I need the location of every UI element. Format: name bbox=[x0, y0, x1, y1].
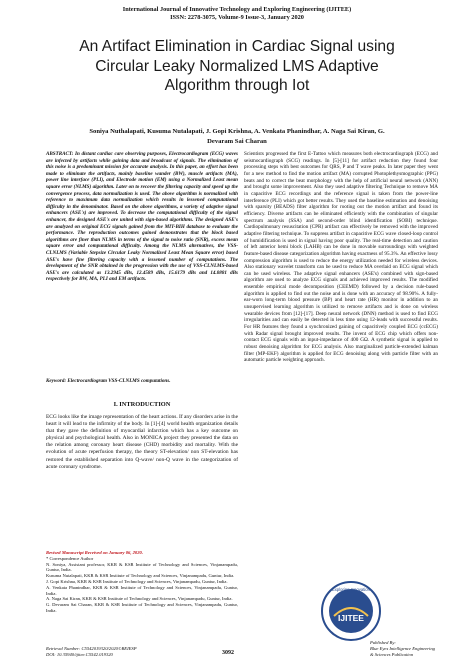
published-by: Published By: bbox=[370, 640, 396, 645]
title-line: An Artifact Elimination in Cardiac Signal using bbox=[79, 38, 395, 55]
journal-name: International Journal of Innovative Technology and Exploring Engineering (IJITEE) bbox=[122, 6, 352, 13]
logo-ring-text: Exploring Innovation bbox=[332, 587, 370, 592]
affiliation-note: N. Soniya, Assistant professor, KKR & KSR Institute of Technology and Sciences, Vinjanampadu, Guntur, India. bbox=[46, 561, 238, 573]
publisher-info bbox=[370, 640, 435, 657]
revised-date: Revised Manuscript Received on January 06, 2020. bbox=[46, 550, 143, 555]
issn-line: ISSN: 2278-3075, Volume-9 Issue-3, January 2020 bbox=[170, 14, 304, 21]
affiliation-note: Kusuma Nutalapati, KKR & KSR Institute of Technology and Sciences, Vinjanampadu, Guntur, India. bbox=[46, 573, 235, 579]
title-line: Circular Leaky Normalized LMS Adaptive bbox=[95, 57, 379, 75]
affiliation-note: G. Devaram Sai Charan, KKR & KSR Institute of Technology and Sciences, Vinjanampadu, Guntur, India. bbox=[46, 602, 238, 613]
logo-text: IJITEE bbox=[338, 613, 364, 623]
publisher-line: Blue Eyes Intelligence Engineering bbox=[370, 645, 435, 651]
author-line: Soniya Nuthalapati, Kusuma Nutalapati, J. Gopi Krishna, A. Venkata Phanindhar, A. Naga Sai Kiran, G. bbox=[89, 128, 385, 135]
publisher-logo bbox=[320, 580, 382, 642]
affiliation-note: A. Venkata Phanindhar, KKR & KSR Institute of Technology and Sciences, Vinjanampadu, Guntur, India. bbox=[46, 584, 238, 596]
paper-title bbox=[20, 37, 454, 96]
keywords: Keyword: Electrocardiogram VSS-CLNLMS computations. bbox=[46, 378, 171, 384]
author-affiliations bbox=[46, 550, 238, 614]
doi: DOI: 10.35940/ijitee.C5542.019320 bbox=[46, 651, 113, 657]
footer-identifiers bbox=[46, 646, 137, 658]
section-heading: I. INTRODUCTION bbox=[113, 401, 171, 408]
abstract: ABSTRACT: In distant cardiac care observing purposes, Electrocardiogram (ECG) waves are infected by artifacts while gaining data and broadcast of signals. The elimination of this noise is a predominant mission for accurate analysis. In this paper, an effort has been made to eliminate the artifacts, mainly baseline wander (BW), muscle artifacts (MA), power line interface (PLI), and Electrode motion (EM) using a Normalized Least mean square error (NLMS) algorithm. Later on to recover the filtering capacity and speed up the convergence process, data normalization is used. The above algorithm is normalized with reference to maximum data normalization which results in lessened computational difficulty in the denominator. Based on the above algorithms, a variety of adaptive signal enhancers (ASE's) are improved. To decrease the computational difficulty of the signal enhancer, the designed ASE's are united with sign-based algorithms. The designed ASE's are analyzed on original ECG signals gained from the MIT-BIH database to evaluate the performance. The reproduction outcomes gained demonstrates that the block based algorithms are finer than NLMS in terms of the signal to noise ratio (SNR), excess mean square error and computational difficulty. Among the NLMS alternatives, the VSS-CLNLMS (Variable Stepsize Circular Leaky Normalized Least Mean Square error) based ASE's have fine filtering capacity with a lessened number of computations. The development of the SNR obtained in the progression with the use of VSS-CLNLMS-based ASE's are calculated as 13.2945 dBs, 12.4589 dBs, 15.6179 dBs and 14.0881 dBs respectively for BW, MA, PLI and EM artifacts. bbox=[46, 151, 238, 283]
retrieval-number: Retrieval Number: C5542019320/2020©BEIESP bbox=[46, 646, 137, 651]
right-column-text: Scientists progressed the first E-Tattoo which measures both electrocardiograph (ECG) and seismocardiograph (SCG) readings. In [5]-[11] for artifact reduction they found four processing steps with best outcomes for QRS, P and T wave peaks. In later paper they went for a new method to find the motion artifact (MA) corrupted Photoplethysmographic (PPG) beats and to correct the beat morphology with the help of artificial neural network (ANN) and brought some improvement. Also they used adaptive filtering Technique to remove MA in capacitive ECG recordings and the reference signal is taken from the power-line interference (PLI) which got better results. They used the baseline estimation and denoising with sparsity (BEADS) filter algorithm for rooting out the motion artifact and found its efficiency. Diverse artifacts can be eliminated efficiently with the combination of singular spectrum analysis (SSA) and second-order blind identification (SOBI) technique. Cardiopulmonary resuscitation (CPR) artifact can effectively be removed with the improved adaptive filtering technique. To suppress artifact in capacitive ECG wave closed-loop control of humidification is used in signal having poor quality. The real-time detection and caution of left anterior hemi block (LAHB) can be done in movable surroundings with weighted feature-based disease categorization algorithm having exactness of 95.3%. An effective lossy compression algorithm is used to reduce the energy utilization needed for wireless devices. Also stationary wavelet transform can be used to reduce MA overlaid on ECG signal which can be used wireless. The adaptive signal enhancers (ASE's) combined with sign-based algorithm are used to analyze ECG signals and achieved improved results. The modified ensemble empirical mode decomposition (CEEMD) followed by a decision rule-based algorithm is applied to find out the noise and is done with an accuracy of 98.90%. A fully-ear-worn long-term blood pressure (BP) and heart rate (HR) monitor in addition to an unsupervised learning algorithm is utilized to remove artifacts and is done on wireless wearable devices from [12]-[17]. Deep neural network (DNN) method is used to find ECG irregularities and can easily be detected in less time using 12-leads with successful results. For HR features they found a synchronized gaining of capacitively coupled ECG (ccECG) with Radar signal brought improved results. The invent of ECG chip which offers non-contact ECG signals with an input-impedance of 400 GΩ. A synthetic signal is applied to robust denoising algorithm for ECG analysis. Also marginalized particle-extended kalman filter (MP-EKF) algorithm is applied for ECG denoising along with particle filter with an automatic particle weighting approach. bbox=[244, 151, 438, 364]
publisher-line: & Sciences Publication bbox=[370, 651, 414, 657]
page-number: 3092 bbox=[222, 650, 234, 656]
author-line: Devaram Sai Charan bbox=[207, 137, 267, 145]
affiliation-note: * Correspondence Author bbox=[46, 555, 94, 561]
author-list bbox=[26, 127, 448, 146]
affiliation-note: J. Gopi Krishna, KKR & KSR Institute of Technology and Sciences, Vinjanampadu, Guntur, India. bbox=[46, 578, 228, 584]
introduction-text: ECG looks like the image representation of the heart actions. If any disorders arise in the heart it will lead to the infirmity of the body. In [1]-[4] world health organization details that they gave the definition of myocardial infarction which has a key outcome on physical and psychological health. Also in MONICA project they presented the data on the relation among coronary heart disease (CHD) morbidity and mortality. With the evolution of acute reperfusion therapy, the theory ST-elevation/ non ST-elevation has restored the established separation into Q-wave/ non-Q wave in the categorization of acute coronary syndrome. bbox=[46, 414, 238, 470]
title-line: Algorithm through Iot bbox=[164, 77, 310, 94]
affiliation-note: A. Naga Sai Kiran, KKR & KSR Institute of Technology and Sciences, Vinjanampadu, Guntur, India. bbox=[46, 596, 233, 602]
